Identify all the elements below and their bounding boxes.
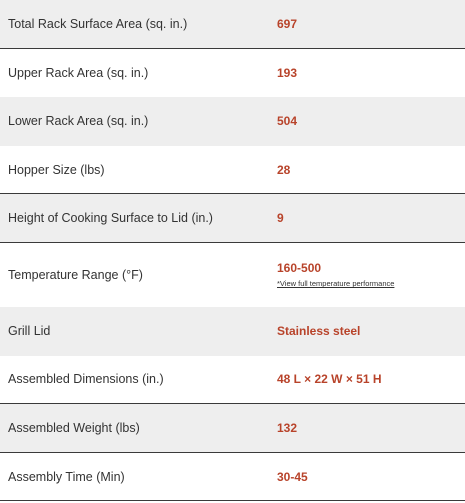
spec-value-wrap [277,261,394,288]
spec-row-assembly-time [0,453,465,502]
spec-value: 132 [277,420,298,435]
spec-value: 28 [277,162,291,177]
temperature-performance-link[interactable]: *View full temperature performance [277,279,395,289]
spec-label: Assembly Time (Min) [8,469,125,484]
spec-value: 160-500 [277,261,322,276]
spec-label: Assembled Dimensions (in.) [8,372,164,387]
spec-value-wrap [277,372,382,386]
spec-value: 48 L × 22 W × 51 H [277,372,382,387]
spec-row-grill-lid [0,307,465,356]
spec-label: Total Rack Surface Area (sq. in.) [8,16,188,31]
spec-row-upper-rack-area [0,49,465,98]
spec-value: 30-45 [277,469,308,484]
spec-label: Lower Rack Area (sq. in.) [8,114,149,129]
spec-value: 9 [277,211,284,226]
spec-value-wrap [277,470,308,484]
spec-value-wrap [277,421,297,435]
spec-label: Hopper Size (lbs) [8,162,105,177]
spec-value-wrap [277,211,284,225]
spec-value: 193 [277,65,298,80]
spec-value-wrap [277,324,360,338]
spec-value-wrap [277,163,290,177]
spec-row-temperature-range [0,243,465,307]
spec-value-wrap [277,17,297,31]
spec-row-assembled-dimensions [0,356,465,405]
spec-label: Height of Cooking Surface to Lid (in.) [8,211,213,226]
spec-row-lower-rack-area [0,97,465,146]
spec-value-wrap [277,114,297,128]
spec-row-assembled-weight [0,404,465,453]
spec-label: Temperature Range (°F) [8,267,143,282]
spec-row-hopper-size [0,146,465,195]
spec-label: Assembled Weight (lbs) [8,420,140,435]
spec-value: 504 [277,114,298,129]
spec-label: Upper Rack Area (sq. in.) [8,65,149,80]
spec-value: 697 [277,16,298,31]
spec-row-total-rack-area [0,0,465,49]
spec-value-wrap [277,66,297,80]
spec-row-cooking-surface-height [0,194,465,243]
spec-value: Stainless steel [277,324,361,339]
spec-label: Grill Lid [8,324,51,339]
